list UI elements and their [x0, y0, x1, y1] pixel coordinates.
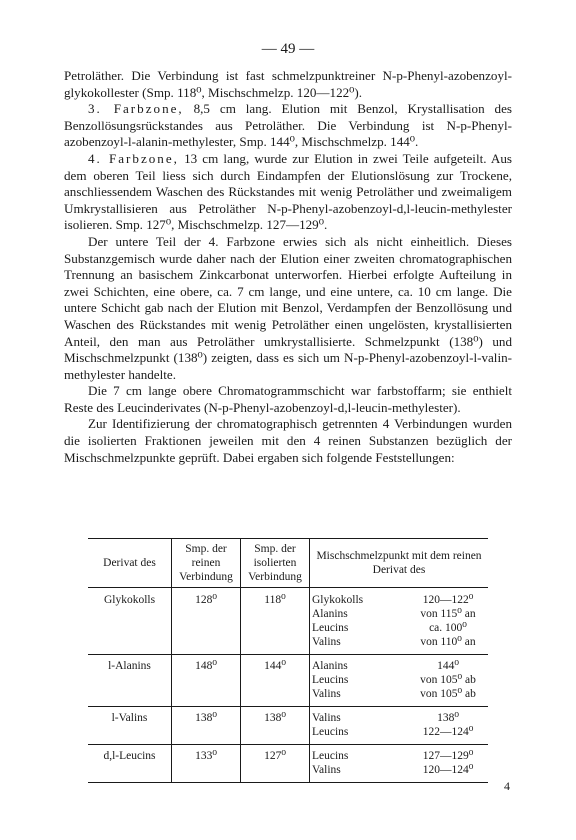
cell-mischschmelzpunkt — [310, 588, 489, 655]
misch-derivat-name: Valins — [312, 764, 341, 776]
misch-derivat-name: Glykokolls — [312, 594, 364, 606]
paragraph-3 — [64, 151, 512, 234]
paragraph-3-heading: 4. Farbzone, — [88, 150, 179, 166]
misch-entry — [312, 711, 486, 725]
cell-smp-rein: 148⁰ — [172, 655, 241, 707]
misch-entry — [312, 687, 486, 701]
cell-mischschmelzpunkt — [310, 655, 489, 707]
page-number-bottom: 4 — [504, 779, 510, 793]
misch-entry — [312, 607, 486, 621]
misch-derivat-name: Alanins — [312, 608, 348, 620]
misch-derivat-name: Valins — [312, 688, 341, 700]
header-smp-isoliert: Smp. der isolierten Verbindung — [241, 539, 310, 588]
misch-entry — [312, 725, 486, 739]
misch-value: von 105⁰ ab — [420, 688, 476, 700]
cell-smp-rein: 138⁰ — [172, 707, 241, 745]
cell-smp-isoliert: 144⁰ — [241, 655, 310, 707]
misch-value: von 115⁰ an — [420, 608, 476, 620]
paragraph-2 — [64, 101, 512, 151]
misch-value: von 110⁰ an — [420, 636, 476, 648]
misch-derivat-name: Valins — [312, 712, 341, 724]
cell-smp-isoliert: 138⁰ — [241, 707, 310, 745]
cell-derivat: Glykokolls — [103, 594, 156, 606]
misch-entry — [312, 659, 486, 673]
table-header-row — [88, 539, 488, 588]
header-derivat: Derivat des — [88, 539, 172, 588]
paragraph-2-body: 8,5 cm lang. Elution mit Benzol, Krystallisation des Benzollösungsrückstandes aus Petroläther. Die Verbindung ist N-p-Phenyl-azobenzoyl-l-alanin-methylester, Smp. 144⁰, Mischschmelzp. 144⁰. — [64, 101, 512, 150]
misch-value: 144⁰ — [437, 660, 459, 672]
header-smp-rein: Smp. der reinen Verbindung — [172, 539, 241, 588]
misch-value: 120—122⁰ — [422, 594, 474, 606]
misch-entry — [312, 635, 486, 649]
misch-entry — [312, 593, 486, 607]
table-row — [88, 588, 488, 655]
misch-value: von 105⁰ ab — [420, 674, 476, 686]
misch-value: 138⁰ — [437, 712, 459, 724]
misch-derivat-name: Alanins — [312, 660, 348, 672]
cell-mischschmelzpunkt — [310, 707, 489, 745]
header-mischschmelzpunkt: Mischschmelzpunkt mit dem reinen Derivat des — [310, 539, 489, 588]
misch-value: 127—129⁰ — [422, 750, 474, 762]
paragraph-6: Zur Identifizierung der chromatographisch getrennten 4 Verbindungen wurden die isolierten Fraktionen jeweilen mit den 4 reinen Substanzen bezüglich der Mischschmelzpunkte geprüft. Dabei ergaben sich folgende Feststellungen: — [64, 416, 512, 465]
cell-smp-rein: 133⁰ — [172, 745, 241, 783]
misch-value: 122—124⁰ — [422, 726, 474, 738]
cell-derivat: l-Alanins — [88, 655, 172, 707]
misch-derivat-name: Valins — [312, 636, 341, 648]
misch-entry — [312, 673, 486, 687]
cell-derivat: l-Valins — [88, 707, 172, 745]
page-number-top: — 49 — — [261, 41, 315, 57]
cell-smp-isoliert: 118⁰ — [241, 588, 310, 655]
cell-smp-isoliert: 127⁰ — [241, 745, 310, 783]
misch-entry — [312, 621, 486, 635]
table-row — [88, 707, 488, 745]
table-row — [88, 655, 488, 707]
misch-value: ca. 100⁰ — [429, 622, 467, 634]
table-row — [88, 745, 488, 783]
misch-value: 120—124⁰ — [422, 764, 474, 776]
misch-entry — [312, 763, 486, 777]
paragraph-3-body: 13 cm lang, wurde zur Elution in zwei Teile aufgeteilt. Aus dem oberen Teil liess sich durch Eindampfen der Elutionslösung zur Trockene, anschliessendem Waschen des Rückstandes mit wenig Petroläther und zweimaligem Umkrystallisieren aus Petroläther N-p-Phenyl-azobenzoyl-d,l-leucin-methylester isolieren. Smp. 127⁰, Mischschmelzp. 127—129⁰. — [64, 150, 512, 233]
misch-derivat-name: Leucins — [312, 726, 349, 738]
misch-derivat-name: Leucins — [312, 750, 349, 762]
misch-entry — [312, 749, 486, 763]
paragraph-5: Die 7 cm lange obere Chromatogrammschicht war farbstoffarm; sie enthielt Reste des Leucinderivates (N-p-Phenyl-azobenzoyl-d,l-leucin-methylester). — [64, 383, 512, 415]
cell-derivat: d,l-Leucins — [88, 745, 172, 783]
body-text — [64, 68, 512, 466]
misch-derivat-name: Leucins — [312, 674, 349, 686]
misch-derivat-name: Leucins — [312, 622, 349, 634]
cell-mischschmelzpunkt — [310, 745, 489, 783]
paragraph-2-heading: 3. Farbzone, — [88, 101, 184, 117]
paragraph-4: Der untere Teil der 4. Farbzone erwies sich als nicht einheitlich. Dieses Substanzgemisch wurde daher nach der Elution einer zweiten chromatographischen Trennung an basischem Zinkcarbonat unterworfen. Hierbei erfolgte Aufteilung in zwei Schichten, eine obere, ca. 7 cm lange, und eine untere, ca. 10 cm lange. Die untere Schicht gab nach der Elution mit Benzol, Verdampfen der Benzollösung und Waschen des Rückstandes mit wenig Petroläther einen ungelösten, krystallisierten Anteil, den man aus Petroläther umkrystallisierte. Schmelzpunkt (138⁰) und Mischschmelzpunkt (138⁰) zeigten, dass es sich um N-p-Phenyl-azobenzoyl-l-valin-methylester handelte. — [64, 233, 512, 382]
paragraph-1: Petroläther. Die Verbindung ist fast schmelzpunktreiner N-p-Phenyl-azobenzoyl-glykokollester (Smp. 118⁰, Mischschmelzp. 120—122⁰). — [64, 68, 512, 100]
cell-smp-rein: 128⁰ — [172, 588, 241, 655]
melting-point-table — [88, 538, 488, 783]
table-body — [88, 588, 488, 783]
